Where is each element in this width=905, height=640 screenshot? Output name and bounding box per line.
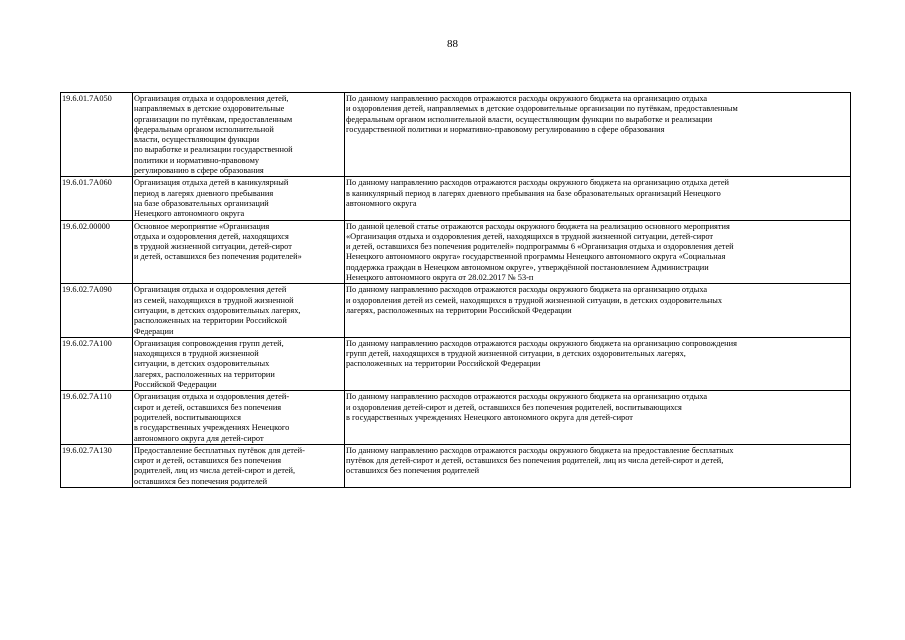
description-line: расположенных на территории Российской Федерации bbox=[346, 359, 541, 369]
row-code: 19.6.02.7А110 bbox=[61, 391, 133, 444]
name-line: в государственных учреждениях Ненецкого bbox=[134, 423, 290, 433]
name-line: Основное мероприятие «Организация bbox=[134, 221, 270, 231]
description-line: путёвок для детей-сирот и детей, оставшихся без попечения родителей, лиц из числа детей-сирот и детей, bbox=[346, 456, 724, 466]
description-line: Ненецкого автономного округа от 28.02.2017 № 53-п bbox=[346, 273, 534, 283]
table-row bbox=[61, 93, 851, 177]
page-number: 88 bbox=[447, 38, 458, 50]
name-line: Ненецкого автономного округа bbox=[134, 209, 245, 219]
name-line: и детей, оставшихся без попечения родителей» bbox=[134, 252, 302, 262]
description-line: и оздоровления детей, направляемых в детские оздоровительные организации по путёвкам, предоставленным bbox=[346, 104, 738, 114]
name-line: автономного округа для детей-сирот bbox=[134, 433, 264, 443]
row-name bbox=[133, 444, 345, 487]
name-line: организации по путёвкам, предоставленным bbox=[134, 114, 293, 124]
description-line: По данному направлению расходов отражаются расходы окружного бюджета на организацию отдыха bbox=[346, 94, 708, 103]
row-code: 19.6.01.7А050 bbox=[61, 93, 133, 177]
name-line: Организация отдыха и оздоровления детей- bbox=[134, 392, 290, 402]
row-description bbox=[345, 177, 851, 220]
row-code: 19.6.01.7А060 bbox=[61, 177, 133, 220]
name-line: ситуации, в детских оздоровительных лагерях, bbox=[134, 305, 301, 315]
row-name bbox=[133, 220, 345, 284]
description-line: лагерях, расположенных на территории Российской Федерации bbox=[346, 305, 572, 315]
row-code: 19.6.02.7А100 bbox=[61, 337, 133, 390]
name-line: ситуации, в детских оздоровительных bbox=[134, 359, 270, 369]
row-name bbox=[133, 93, 345, 177]
description-line: поддержка граждан в Ненецком автономном округе», утверждённой постановлением Администрации bbox=[346, 262, 709, 272]
name-line: Организация отдыха детей в каникулярный bbox=[134, 178, 289, 188]
row-code: 19.6.02.7А130 bbox=[61, 444, 133, 487]
description-line: и оздоровления детей-сирот и детей, оставшихся без попечения родителей, воспитывающихся bbox=[346, 402, 682, 412]
description-line: автономного округа bbox=[346, 198, 417, 208]
classification-table bbox=[60, 92, 851, 488]
table-row bbox=[61, 444, 851, 487]
name-line: Предоставление бесплатных путёвок для детей- bbox=[134, 445, 305, 455]
name-line: оставшихся без попечения родителей bbox=[134, 476, 268, 486]
table-row bbox=[61, 337, 851, 390]
name-line: направляемых в детские оздоровительные bbox=[134, 104, 285, 114]
row-description bbox=[345, 284, 851, 337]
name-line: власти, осуществляющим функции bbox=[134, 135, 260, 145]
description-line: «Организация отдыха и оздоровления детей, находящихся в трудной жизненной ситуации, детей-сирот bbox=[346, 231, 714, 241]
row-name bbox=[133, 391, 345, 444]
name-line: лагерях, расположенных на территории bbox=[134, 369, 275, 379]
name-line: сирот и детей, оставшихся без попечения bbox=[134, 402, 282, 412]
row-description bbox=[345, 444, 851, 487]
table-row bbox=[61, 220, 851, 284]
description-line: государственной политики и нормативно-правовому регулированию в сфере образования bbox=[346, 124, 665, 134]
name-line: Российской Федерации bbox=[134, 380, 217, 390]
description-line: в каникулярный период в лагерях дневного пребывания на базе образовательных организаций Ненецкого bbox=[346, 188, 721, 198]
row-name bbox=[133, 177, 345, 220]
row-name bbox=[133, 284, 345, 337]
description-line: и оздоровления детей из семей, находящихся в трудной жизненной ситуации, в детских оздоровительных bbox=[346, 295, 723, 305]
name-line: политики и нормативно-правовому bbox=[134, 155, 260, 165]
description-line: По данному направлению расходов отражаются расходы окружного бюджета на организацию отдыха bbox=[346, 392, 708, 402]
name-line: родителей, лиц из числа детей-сирот и детей, bbox=[134, 466, 296, 476]
name-line: в трудной жизненной ситуации, детей-сирот bbox=[134, 242, 292, 252]
description-line: По данному направлению расходов отражаются расходы окружного бюджета на предоставление бесплатных bbox=[346, 445, 734, 455]
name-line: находящихся в трудной жизненной bbox=[134, 349, 259, 359]
name-line: по выработке и реализации государственной bbox=[134, 145, 293, 155]
description-line: оставшихся без попечения родителей bbox=[346, 466, 480, 476]
name-line: федеральным органом исполнительной bbox=[134, 124, 274, 134]
name-line: родителей, воспитывающихся bbox=[134, 412, 241, 422]
row-description bbox=[345, 337, 851, 390]
name-line: Организация отдыха и оздоровления детей bbox=[134, 285, 287, 295]
row-code: 19.6.02.7А090 bbox=[61, 284, 133, 337]
name-line: период в лагерях дневного пребывания bbox=[134, 188, 274, 198]
name-line: Организация отдыха и оздоровления детей, bbox=[134, 94, 289, 103]
description-line: По данной целевой статье отражаются расходы окружного бюджета на реализацию основного мероприятия bbox=[346, 221, 730, 231]
name-line: регулированию в сфере образования bbox=[134, 166, 264, 176]
table-row bbox=[61, 391, 851, 444]
name-line: Организация сопровождения групп детей, bbox=[134, 338, 284, 348]
name-line: расположенных на территории Российской bbox=[134, 316, 287, 326]
description-line: По данному направлению расходов отражаются расходы окружного бюджета на организацию отдыха детей bbox=[346, 178, 729, 188]
row-name bbox=[133, 337, 345, 390]
description-line: в государственных учреждениях Ненецкого автономного округа для детей-сирот bbox=[346, 412, 633, 422]
row-description bbox=[345, 391, 851, 444]
description-line: По данному направлению расходов отражаются расходы окружного бюджета на организацию сопровождения bbox=[346, 338, 737, 348]
table-row bbox=[61, 284, 851, 337]
description-line: По данному направлению расходов отражаются расходы окружного бюджета на организацию отдыха bbox=[346, 285, 708, 295]
name-line: отдыха и оздоровления детей, находящихся bbox=[134, 231, 289, 241]
row-description bbox=[345, 93, 851, 177]
description-line: Ненецкого автономного округа» государственной программы Ненецкого автономного округа «Социальная bbox=[346, 252, 726, 262]
name-line: Федерации bbox=[134, 326, 174, 336]
row-description bbox=[345, 220, 851, 284]
description-line: и детей, оставшихся без попечения родителей» подпрограммы 6 «Организация отдыха и оздоровления детей bbox=[346, 242, 734, 252]
name-line: из семей, находящихся в трудной жизненной bbox=[134, 295, 294, 305]
name-line: сирот и детей, оставшихся без попечения bbox=[134, 456, 282, 466]
table-row bbox=[61, 177, 851, 220]
name-line: на базе образовательных организаций bbox=[134, 198, 269, 208]
row-code: 19.6.02.00000 bbox=[61, 220, 133, 284]
description-line: групп детей, находящихся в трудной жизненной ситуации, в детских оздоровительных лагерях, bbox=[346, 349, 686, 359]
description-line: федеральным органом исполнительной власти, осуществляющим функции по выработке и реализации bbox=[346, 114, 713, 124]
